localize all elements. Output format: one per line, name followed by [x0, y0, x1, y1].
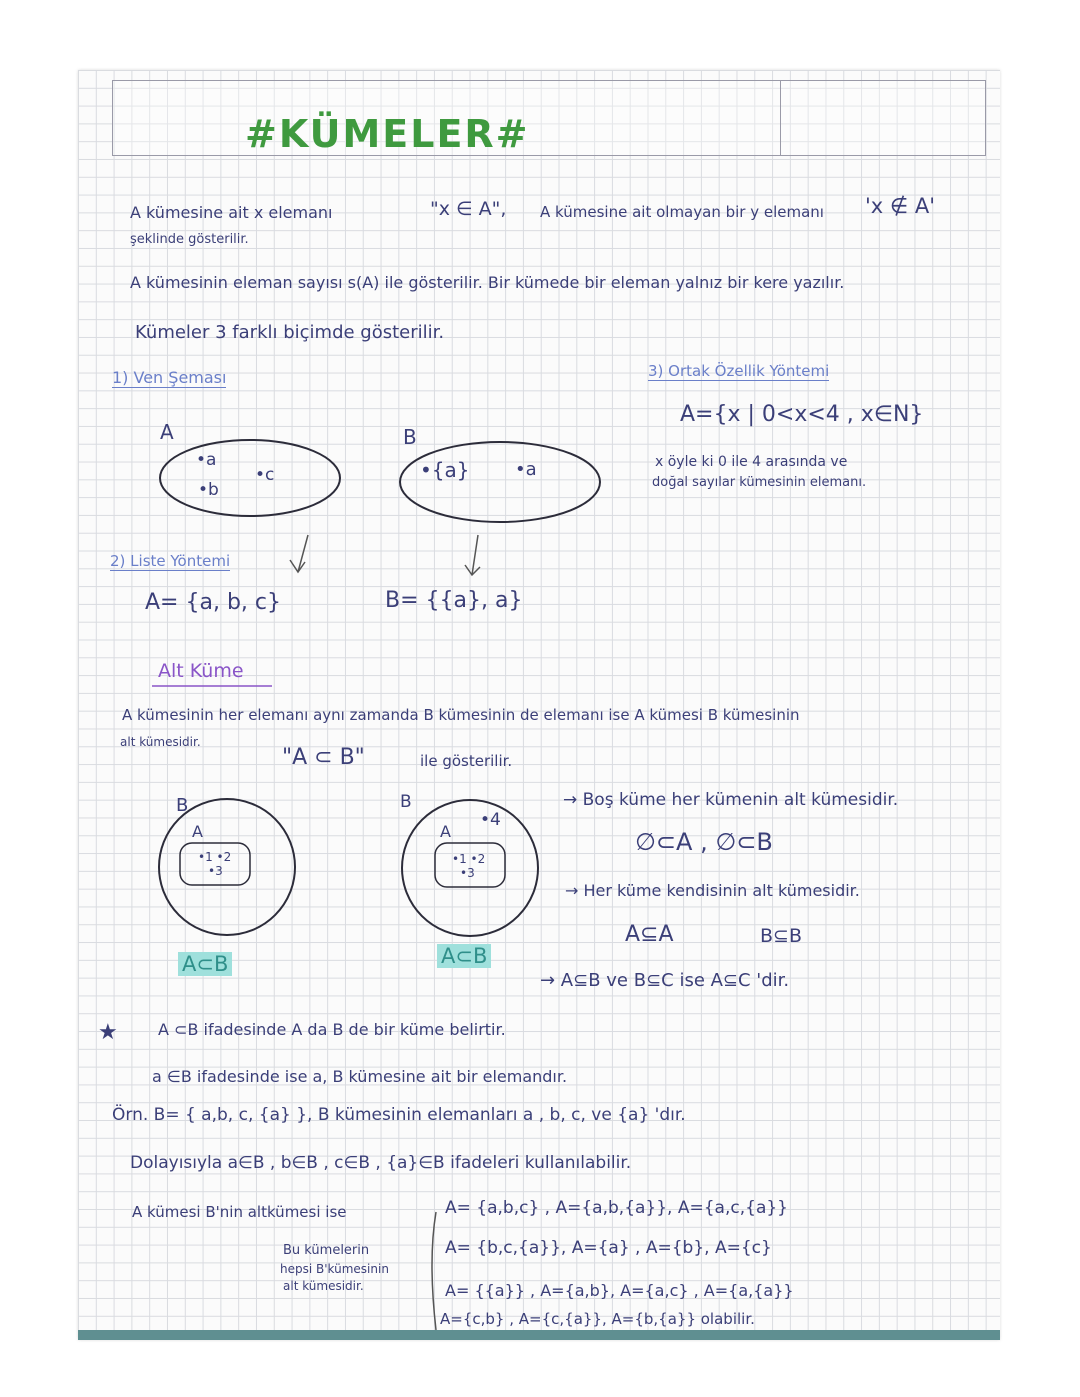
- side-note1: Bu kümelerin: [283, 1243, 370, 1258]
- list-a: A= {a, b, c}: [145, 590, 281, 615]
- example-line3: A kümesi B'nin altkümesi ise: [132, 1203, 347, 1221]
- example-line2: Dolayısıyla a∈B , b∈B , c∈B , {a}∈B ifadeleri kullanılabilir.: [130, 1153, 632, 1173]
- set-a-element-a: •a: [196, 450, 217, 470]
- diag2-outer-label: B: [400, 792, 412, 812]
- fact-empty-set-eq: ∅⊂A , ∅⊂B: [635, 828, 773, 856]
- subset-def1: A kümesinin her elemanı aynı zamanda B kümesinin de elemanı ise A kümesi B kümesinin: [122, 706, 800, 724]
- venn-label-a: A: [160, 420, 174, 444]
- subset-heading: Alt Küme: [158, 660, 244, 682]
- set-a-element-c: •c: [255, 465, 275, 485]
- fact-transitive: → A⊆B ve B⊆C ise A⊆C 'dir.: [540, 970, 790, 991]
- intro-line3: A kümesinin eleman sayısı s(A) ile gösterilir. Bir kümede bir eleman yalnız bir kere yazılır.: [130, 273, 845, 292]
- diag1-inner-el1: •1 •2: [198, 850, 232, 864]
- star-icon: ★: [98, 1020, 118, 1045]
- venn-heading: 1) Ven Şeması: [112, 368, 227, 387]
- page-bottom-bar: [78, 1330, 1000, 1340]
- intro-line1a: A kümesine ait x elemanı: [130, 203, 333, 222]
- set-b-element-set-a: •{a}: [420, 458, 470, 482]
- intro-line4: Kümeler 3 farklı biçimde gösterilir.: [135, 322, 445, 343]
- fact-empty-set: → Boş küme her kümenin alt kümesidir.: [563, 790, 899, 810]
- list-heading: 2) Liste Yöntemi: [110, 552, 231, 570]
- subset-notation: "A ⊂ B": [282, 745, 365, 770]
- page-title: #KÜMELER#: [245, 112, 530, 156]
- common-heading: 3) Ortak Özellik Yöntemi: [648, 362, 830, 380]
- diag2-inner-label: A: [440, 822, 451, 841]
- set-b-element-a: •a: [515, 459, 537, 480]
- fact-self-subset-eq2: B⊆B: [760, 925, 802, 947]
- diag1-caption: A⊂B: [178, 952, 232, 976]
- side-note2: hepsi B'kümesinin: [280, 1262, 389, 1276]
- fact-self-subset: → Her küme kendisinin alt kümesidir.: [565, 881, 860, 900]
- diag2-caption: A⊂B: [437, 944, 491, 968]
- set-a-element-b: •b: [198, 480, 219, 500]
- common-desc2: doğal sayılar kümesinin elemanı.: [652, 475, 867, 490]
- common-desc1: x öyle ki 0 ile 4 arasında ve: [655, 454, 848, 470]
- list-b: B= {{a}, a}: [385, 588, 523, 613]
- diag1-inner-label: A: [192, 822, 203, 841]
- diag1-inner-el2: •3: [208, 864, 223, 878]
- subset-list-line2: A= {b,c,{a}}, A={a} , A={b}, A={c}: [445, 1238, 772, 1258]
- intro-notation-notin: 'x ∉ A': [865, 194, 935, 218]
- intro-notation-in: "x ∈ A",: [430, 198, 507, 220]
- diag2-outer-el: •4: [480, 810, 501, 830]
- intro-line1b: A kümesine ait olmayan bir y elemanı: [540, 203, 824, 221]
- fact-self-subset-eq1: A⊆A: [625, 922, 674, 947]
- side-note3: alt kümesidir.: [283, 1279, 364, 1293]
- intro-line2: şeklinde gösterilir.: [130, 232, 249, 247]
- subset-list-line4: A={c,b} , A={c,{a}}, A={b,{a}} olabilir.: [440, 1310, 755, 1328]
- diag2-inner-el2: •3: [460, 866, 475, 880]
- example-line: Örn. B= { a,b, c, {a} }, B kümesinin elemanları a , b, c, ve {a} 'dır.: [112, 1105, 686, 1125]
- subset-notation-tail: ile gösterilir.: [420, 752, 513, 770]
- subset-def2: alt kümesidir.: [120, 735, 201, 749]
- subset-list-line3: A= {{a}} , A={a,b}, A={a,c} , A={a,{a}}: [445, 1281, 794, 1300]
- venn-label-b: B: [403, 425, 417, 449]
- common-formula: A={x | 0<x<4 , x∈N}: [680, 402, 924, 427]
- note-element: a ∈B ifadesinde ise a, B kümesine ait bir elemandır.: [152, 1067, 568, 1086]
- diag2-inner-el1: •1 •2: [452, 852, 486, 866]
- note-sets: A ⊂B ifadesinde A da B de bir küme belirtir.: [158, 1020, 506, 1039]
- subset-list-line1: A= {a,b,c} , A={a,b,{a}}, A={a,c,{a}}: [445, 1198, 788, 1218]
- diag1-outer-label: B: [176, 795, 189, 816]
